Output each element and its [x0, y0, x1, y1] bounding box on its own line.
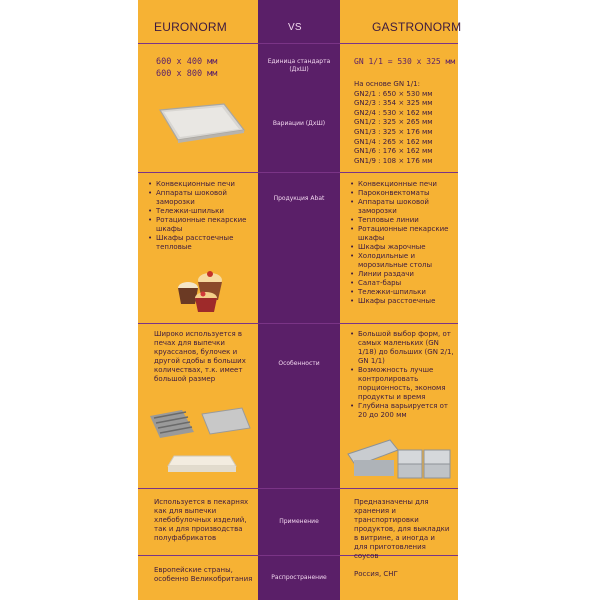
euronorm-features-text: Широко используется в печах для выпечки круассанов, булочек и другой сдобы в больших количествах, т.к. имеет большой размер [154, 330, 246, 383]
euronorm-size-1: 600 x 400 мм [156, 57, 218, 67]
label-variations: Вариации (ДхШ) [272, 120, 326, 127]
label-products: Продукция Abat [273, 195, 325, 202]
euronorm-header: EURONORM [154, 20, 227, 34]
feature-item: • Большой выбор форм, от самых маленьких (GN 1/18) до больших (GN 2/1, GN 1/1) [350, 330, 454, 366]
gn-variations-list [354, 80, 433, 166]
gn-variation-item: GN1/9 : 108 × 176 мм [354, 156, 433, 165]
euronorm-size-2: 600 x 800 мм [156, 69, 218, 79]
center-label-column [258, 0, 340, 600]
euronorm-trays-image [146, 404, 252, 482]
gn-variation-item: GN2/3 : 354 × 325 мм [354, 99, 433, 108]
product-item: • Шкафы жарочные [350, 243, 454, 252]
feature-item: • Глубина варьируется от 20 до 200 мм [350, 402, 454, 420]
product-item: • Конвекционные печи [148, 180, 254, 189]
gn-variation-item: GN1/4 : 265 × 162 мм [354, 137, 433, 146]
product-item: • Конвекционные печи [350, 180, 454, 189]
product-item: • Шкафы расстоечные [350, 297, 454, 306]
euronorm-distribution-text: Европейские страны, особенно Великобритания [154, 566, 253, 583]
gastronorm-standard-size: GN 1/1 = 530 x 325 мм [354, 57, 456, 66]
euronorm-sizes [156, 56, 217, 80]
vs-label: VS [288, 22, 302, 33]
gn-base-title: На основе GN 1/1: [354, 80, 420, 88]
product-item: • Холодильные и морозильные столы [350, 252, 454, 270]
gastronorm-products-list [350, 180, 454, 306]
label-application: Применение [279, 518, 319, 525]
label-distribution: Распространение [271, 574, 327, 581]
gn-variation-item: GN1/6 : 176 × 162 мм [354, 147, 433, 156]
label-features: Особенности [278, 360, 320, 367]
gastronorm-features-list [350, 330, 454, 420]
product-item: • Тележки-шпильки [148, 207, 254, 216]
product-item: • Салат-бары [350, 279, 454, 288]
product-item: • Аппараты шоковой заморозки [350, 198, 454, 216]
product-item: • Линии раздачи [350, 270, 454, 279]
product-item: • Ротационные пекарские шкафы [350, 225, 454, 243]
gastronorm-header: GASTRONORM [372, 20, 462, 34]
gn-variation-item: GN1/3 : 325 × 176 мм [354, 127, 433, 136]
label-standard-unit: Единица стандарта (ДхШ) [267, 58, 331, 73]
product-item: • Пароконвектоматы [350, 189, 454, 198]
product-item: • Тепловые линии [350, 216, 454, 225]
gn-variation-item: GN1/2 : 325 × 265 мм [354, 118, 433, 127]
euronorm-application-text: Используется в пекарнях как для выпечки хлебобулочных изделий, так и для производства полуфабрикатов [154, 498, 249, 542]
row-divider [138, 323, 458, 324]
row-divider [138, 488, 458, 489]
gastronorm-containers-image [344, 434, 456, 482]
gn-variation-item: GN2/4 : 530 × 162 мм [354, 108, 433, 117]
feature-item: • Возможность лучше контролировать порционность, экономя продукты и время [350, 366, 454, 402]
product-item: • Аппараты шоковой заморозки [148, 189, 254, 207]
row-divider [138, 172, 458, 173]
gastronorm-application-text: Предназначены для хранения и транспортировки продуктов, для выкладки в витрине, а иногда и для приготовления соусов [354, 498, 450, 560]
pastries-image [172, 266, 232, 314]
product-item: • Ротационные пекарские шкафы [148, 216, 254, 234]
gn-variation-item: GN2/1 : 650 × 530 мм [354, 89, 433, 98]
euronorm-products-list [148, 180, 254, 252]
product-item: • Тележки-шпильки [350, 288, 454, 297]
row-divider [138, 43, 458, 44]
product-item: • Шкафы расстоечные тепловые [148, 234, 254, 252]
comparison-infographic [138, 0, 462, 600]
gastronorm-distribution-text: Россия, СНГ [354, 570, 398, 578]
baking-tray-image [152, 100, 248, 146]
